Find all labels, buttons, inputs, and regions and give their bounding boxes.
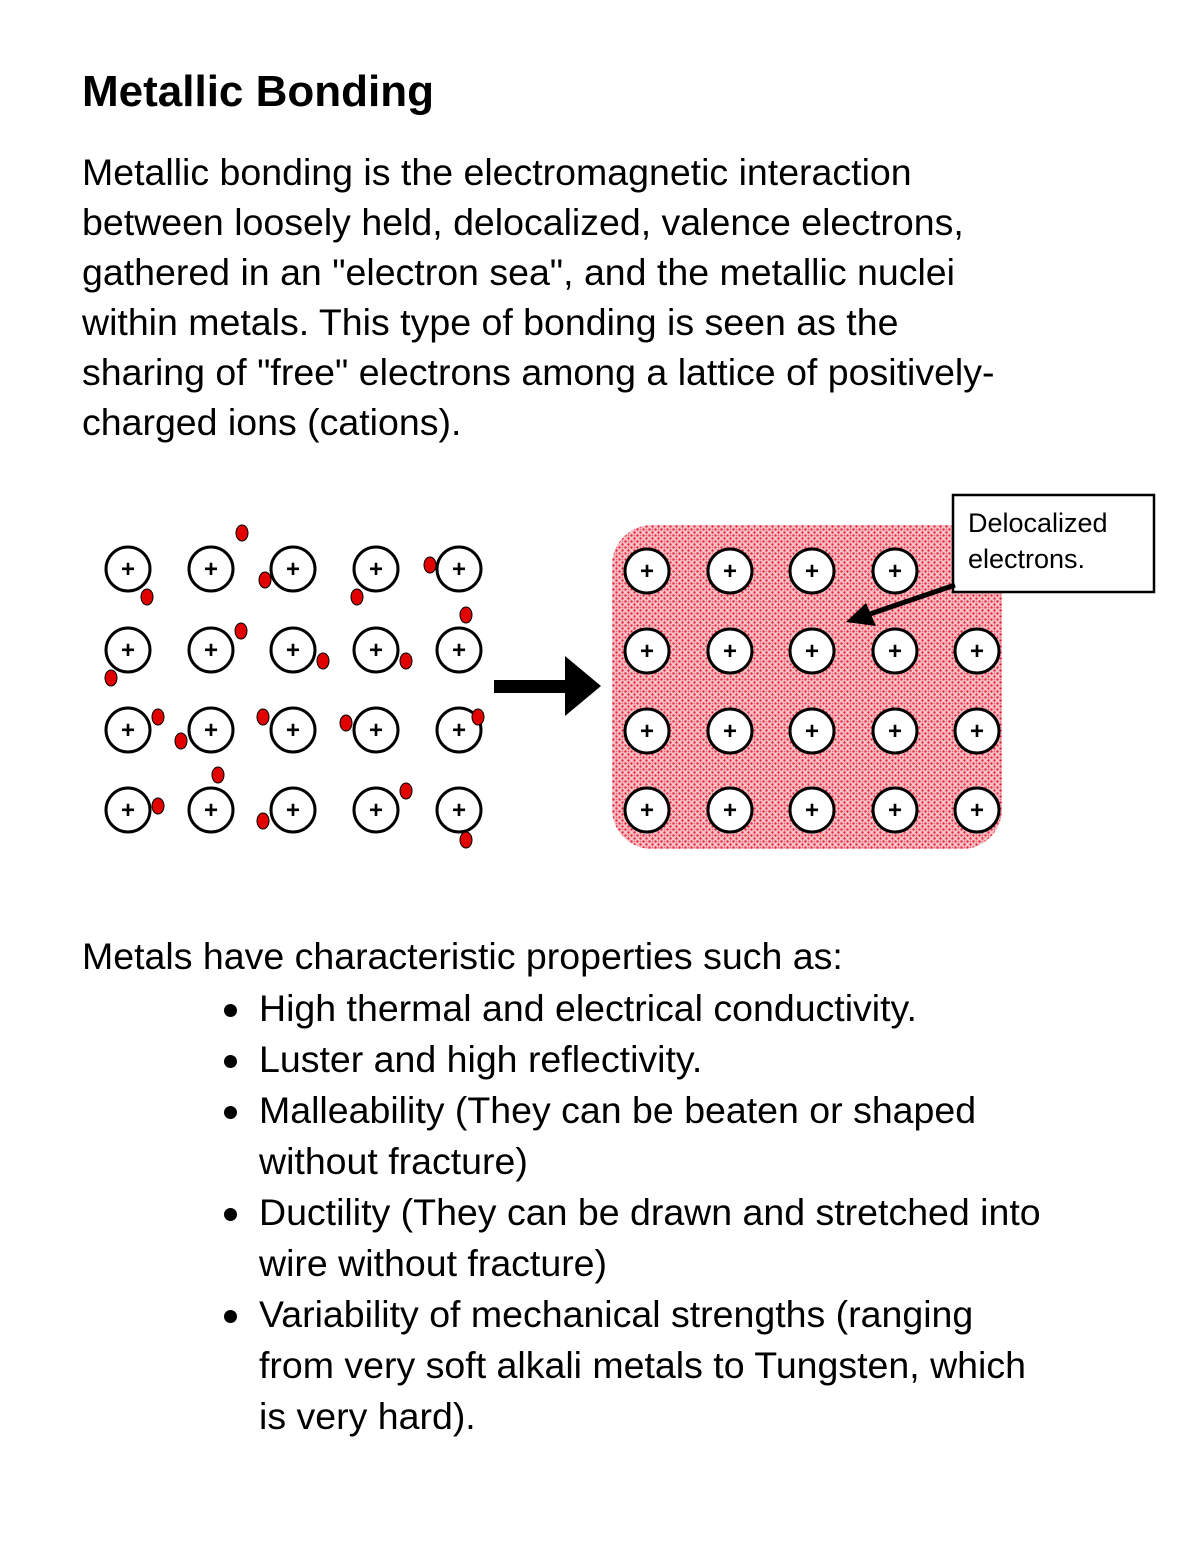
localized-atoms-lattice bbox=[105, 525, 484, 848]
electron-icon bbox=[152, 709, 164, 725]
positive-charge-icon: + bbox=[887, 638, 903, 665]
positive-charge-icon: + bbox=[368, 556, 384, 583]
positive-charge-icon: + bbox=[887, 558, 903, 585]
intro-line: Metallic bonding is the electromagnetic interaction bbox=[82, 151, 912, 193]
list-item-text: Ductility (They can be drawn and stretched into bbox=[259, 1191, 1041, 1233]
metallic-bonding-diagram bbox=[0, 480, 1200, 880]
positive-charge-icon: + bbox=[722, 718, 738, 745]
electron-icon bbox=[212, 767, 224, 783]
electron-icon bbox=[424, 557, 436, 573]
positive-charge-icon: + bbox=[120, 637, 136, 664]
bullet-icon bbox=[224, 1004, 237, 1017]
list-item-text: Malleability (They can be beaten or shaped bbox=[259, 1089, 977, 1131]
list-item-text: without fracture) bbox=[259, 1140, 528, 1182]
positive-charge-icon: + bbox=[203, 797, 219, 824]
positive-charge-icon: + bbox=[969, 797, 985, 824]
positive-charge-icon: + bbox=[451, 637, 467, 664]
electron-icon bbox=[175, 733, 187, 749]
positive-charge-icon: + bbox=[969, 638, 985, 665]
positive-charge-icon: + bbox=[722, 558, 738, 585]
positive-charge-icon: + bbox=[451, 797, 467, 824]
positive-charge-icon: + bbox=[639, 558, 655, 585]
intro-line: between loosely held, delocalized, valence electrons, bbox=[82, 201, 964, 243]
list-item-text: from very soft alkali metals to Tungsten, which bbox=[259, 1344, 1026, 1386]
positive-charge-icon: + bbox=[887, 718, 903, 745]
list-item bbox=[222, 1187, 1182, 1289]
properties-intro: Metals have characteristic properties such as: bbox=[82, 935, 843, 977]
electron-icon bbox=[236, 525, 248, 541]
list-item-text: is very hard). bbox=[259, 1395, 476, 1437]
bullet-icon bbox=[224, 1106, 237, 1119]
electron-icon bbox=[141, 589, 153, 605]
electron-icon bbox=[235, 623, 247, 639]
electron-icon bbox=[152, 798, 164, 814]
electron-icon bbox=[317, 653, 329, 669]
list-item bbox=[222, 1085, 1182, 1187]
positive-charge-icon: + bbox=[451, 717, 467, 744]
positive-charge-icon: + bbox=[203, 556, 219, 583]
positive-charge-icon: + bbox=[804, 797, 820, 824]
page-title: Metallic Bonding bbox=[82, 67, 434, 116]
positive-charge-icon: + bbox=[722, 797, 738, 824]
bullet-icon bbox=[224, 1310, 237, 1323]
electron-icon bbox=[257, 709, 269, 725]
properties-list bbox=[222, 983, 1182, 1442]
electron-icon bbox=[472, 709, 484, 725]
callout-line: Delocalized bbox=[968, 508, 1108, 538]
positive-charge-icon: + bbox=[804, 558, 820, 585]
bullet-icon bbox=[224, 1055, 237, 1068]
electron-icon bbox=[400, 653, 412, 669]
positive-charge-icon: + bbox=[804, 638, 820, 665]
intro-line: charged ions (cations). bbox=[82, 401, 462, 443]
intro-paragraph bbox=[82, 147, 1172, 447]
list-item-text: Luster and high reflectivity. bbox=[259, 1038, 703, 1080]
positive-charge-icon: + bbox=[368, 637, 384, 664]
electron-icon bbox=[105, 670, 117, 686]
electron-icon bbox=[460, 607, 472, 623]
positive-charge-icon: + bbox=[722, 638, 738, 665]
callout-line: electrons. bbox=[968, 544, 1086, 574]
positive-charge-icon: + bbox=[639, 718, 655, 745]
positive-charge-icon: + bbox=[285, 797, 301, 824]
positive-charge-icon: + bbox=[285, 637, 301, 664]
list-item-text: wire without fracture) bbox=[259, 1242, 608, 1284]
positive-charge-icon: + bbox=[639, 638, 655, 665]
positive-charge-icon: + bbox=[203, 637, 219, 664]
intro-line: gathered in an "electron sea", and the metallic nuclei bbox=[82, 251, 955, 293]
positive-charge-icon: + bbox=[285, 556, 301, 583]
electron-icon bbox=[400, 783, 412, 799]
positive-charge-icon: + bbox=[451, 556, 467, 583]
list-item-text: Variability of mechanical strengths (ranging bbox=[259, 1293, 974, 1335]
positive-charge-icon: + bbox=[969, 718, 985, 745]
positive-charge-icon: + bbox=[368, 797, 384, 824]
electron-icon bbox=[351, 589, 363, 605]
positive-charge-icon: + bbox=[120, 797, 136, 824]
list-item-text: High thermal and electrical conductivity. bbox=[259, 987, 917, 1029]
transition-arrow bbox=[494, 656, 601, 716]
list-item bbox=[222, 983, 1182, 1034]
positive-charge-icon: + bbox=[203, 717, 219, 744]
bullet-icon bbox=[224, 1208, 237, 1221]
positive-charge-icon: + bbox=[285, 717, 301, 744]
electron-icon bbox=[460, 832, 472, 848]
positive-charge-icon: + bbox=[120, 556, 136, 583]
electron-icon bbox=[257, 813, 269, 829]
positive-charge-icon: + bbox=[804, 718, 820, 745]
positive-charge-icon: + bbox=[887, 797, 903, 824]
positive-charge-icon: + bbox=[368, 717, 384, 744]
positive-charge-icon: + bbox=[639, 797, 655, 824]
intro-line: within metals. This type of bonding is seen as the bbox=[82, 301, 899, 343]
electron-icon bbox=[259, 572, 271, 588]
intro-line: sharing of "free" electrons among a lattice of positively- bbox=[82, 351, 995, 393]
list-item bbox=[222, 1289, 1182, 1442]
positive-charge-icon: + bbox=[120, 717, 136, 744]
electron-icon bbox=[340, 715, 352, 731]
list-item bbox=[222, 1034, 1182, 1085]
